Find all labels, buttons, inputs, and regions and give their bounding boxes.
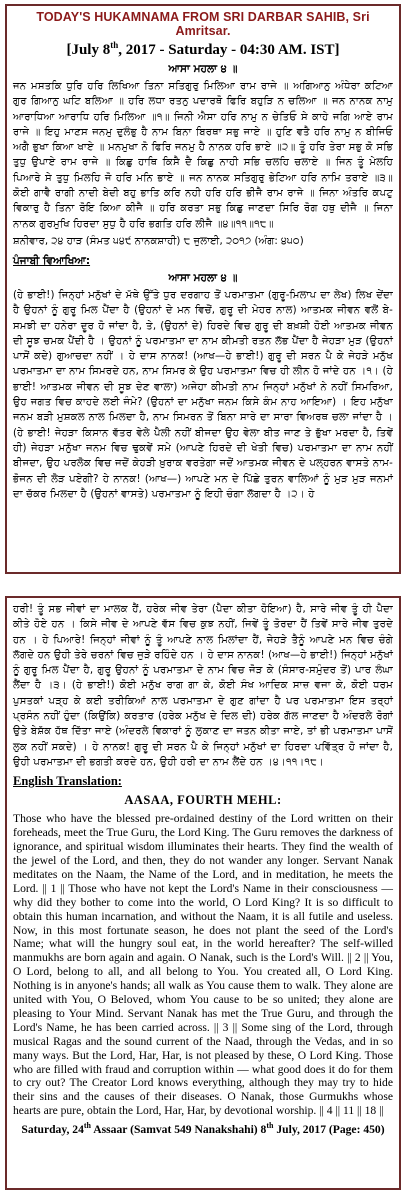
vyakhya-heading: ਆਸਾ ਮਹਲਾ ੪ ॥ (168, 271, 238, 284)
english-translation-text: Those who have the blessed pre-ordained destiny of the Lord written on their foreheads, meet the True Guru, the Lord King. The Guru removes the darkness of ignorance, and spiritual wisdom illuminates their hearts. They find the wealth of the jewel of the Lord, and then, they do not wander any longer. Servant Nanak meditates on the Naam, the Name of the Lord, and in meditation, he meets the Lord. || 1 || Those who have not kept the Lord's Name in their consciousness — why did they bother to come into the world, O Lord King? It is so difficult to obtain this human incarnation, and without the Naam, it is all futile and useless. Now, in this most fortunate season, he does not plant the seed of the Lord's Name; what will the hungry soul eat, in the world hereafter? The self-willed manmukhs are born again and again. O Nanak, such is the Lord's Will. || 2 || You, O Lord, belong to all, and all belong to You. You created all, O Lord King. Nothing is in anyone's hands; all walk as You cause them to walk. They alone are united with You, O Beloved, whom You cause to be so united; they alone are pleasing to Your Mind. Servant Nanak has met the True Guru, and through the Lord's Name, he has been carried across. || 3 || Some sing of the Lord, through musical Ragas and the sound current of the Naad, through the Vedas, and in so many ways. But the Lord, Har, Har, is not pleased by these, O Lord King. Those who are filled with fraud and corruption within — what good does it do for them to cry out? The Creator Lord knows everything, although they may try to hide their sins and the causes of their diseases. O Nanak, those Gurmukhs whose hearts are pure, obtain the Lord, Har, Har, by devotional worship. || 4 || 11 || 18 || (13, 812, 393, 1118)
shabad-heading: ਆਸਾ ਮਹਲਾ ੪ ॥ (168, 63, 238, 75)
card-separator (0, 578, 406, 594)
punjabi-vyakhya-label: ਪੰਜਾਬੀ ਵਿਆਖਿਆ: (13, 254, 91, 267)
hukamnama-card-bottom (5, 596, 401, 1190)
shabad-text: ਜਨ ਮਸਤਕਿ ਧੁਰਿ ਹਰਿ ਲਿਖਿਆ ਤਿਨਾ ਸਤਿਗੁਰੁ ਮਿਲਿਆ ਰਾਮ ਰਾਜੇ ॥ ਅਗਿਆਨੁ ਅੰਧੇਰਾ ਕਟਿਆ ਗੁਰ ਗਿਆਨੁ ਘਟਿ ਬਲਿਆ ॥ ਹਰਿ ਲਧਾ ਰਤਨੁ ਪਦਾਰਥੋ ਫਿਰਿ ਬਹੁੜਿ ਨ ਚਲਿਆ ॥ ਜਨ ਨਾਨਕ ਨਾਮੁ ਆਰਾਧਿਆ ਆਰਾਧਿ ਹਰਿ ਮਿਲਿਆ ॥੧॥ ਜਿਨੀ ਐਸਾ ਹਰਿ ਨਾਮੁ ਨ ਚੇਤਿਓ ਸੇ ਕਾਹੇ ਜਗਿ ਆਏ ਰਾਮ ਰਾਜੇ ॥ ਇਹੁ ਮਾਣਸ ਜਨਮੁ ਦੁਲੰਭੁ ਹੈ ਨਾਮ ਬਿਨਾ ਬਿਰਥਾ ਸਭੁ ਜਾਏ ॥ ਹੁਣਿ ਵਤੈ ਹਰਿ ਨਾਮੁ ਨ ਬੀਜਿਓ ਅਗੈ ਭੁਖਾ ਕਿਆ ਖਾਏ ॥ ਮਨਮੁਖਾ ਨੋ ਫਿਰਿ ਜਨਮੁ ਹੈ ਨਾਨਕ ਹਰਿ ਭਾਏ ॥੨॥ ਤੂੰ ਹਰਿ ਤੇਰਾ ਸਭੁ ਕੋ ਸਭਿ ਤੁਧੁ ਉਪਾਏ ਰਾਮ ਰਾਜੇ ॥ ਕਿਛੁ ਹਾਥਿ ਕਿਸੈ ਦੈ ਕਿਛੁ ਨਾਹੀ ਸਭਿ ਚਲਹਿ ਚਲਾਏ ॥ ਜਿਨ ਤੂੰ ਮੇਲਹਿ ਪਿਆਰੇ ਸੇ ਤੁਧੁ ਮਿਲਹਿ ਜੋ ਹਰਿ ਮਨਿ ਭਾਏ ॥ ਜਨ ਨਾਨਕ ਸਤਿਗੁਰੁ ਭੇਟਿਆ ਹਰਿ ਨਾਮਿ ਤਰਾਏ ॥੩॥ ਕੋਈ ਗਾਵੈ ਰਾਗੀ ਨਾਦੀ ਬੇਦੀ ਬਹੁ ਭਾਤਿ ਕਰਿ ਨਹੀ ਹਰਿ ਹਰਿ ਭੀਜੈ ਰਾਮ ਰਾਜੇ ॥ ਜਿਨਾ ਅੰਤਰਿ ਕਪਟੁ ਵਿਕਾਰੁ ਹੈ ਤਿਨਾ ਰੋਇ ਕਿਆ ਕੀਜੈ ॥ ਹਰਿ ਕਰਤਾ ਸਭੁ ਕਿਛੁ ਜਾਣਦਾ ਸਿਰਿ ਰੋਗ ਹਥੁ ਦੀਜੈ ॥ ਜਿਨਾ ਨਾਨਕ ਗੁਰਮੁਖਿ ਹਿਰਦਾ ਸੁਧੁ ਹੈ ਹਰਿ ਭਗਤਿ ਹਰਿ ਲੀਜੈ ॥੪॥੧੧॥੧੮॥ (13, 81, 393, 230)
english-heading: AASAA, FOURTH MEHL: (124, 793, 282, 808)
page-title: TODAY'S HUKAMNAMA FROM SRI DARBAR SAHIB, Sri Amritsar. (36, 10, 370, 38)
vyakhya-text-part2: ਹਰੀ! ਤੂੰ ਸਭ ਜੀਵਾਂ ਦਾ ਮਾਲਕ ਹੈਂ, ਹਰੇਕ ਜੀਵ ਤੇਰਾ (ਪੈਦਾ ਕੀਤਾ ਹੋਇਆ) ਹੈ, ਸਾਰੇ ਜੀਵ ਤੂੰ ਹੀ ਪੈਦਾ ਕੀਤੇ ਹੋਏ ਹਨ । ਕਿਸੇ ਜੀਵ ਦੇ ਆਪਣੇ ਵੱਸ ਵਿਚ ਕੁਝ ਨਹੀਂ, ਜਿਵੇਂ ਤੂੰ ਤੋਰਦਾ ਹੈਂ ਤਿਵੇਂ ਸਾਰੇ ਜੀਵ ਤੁਰਦੇ ਹਨ । ਹੇ ਪਿਆਰੇ! ਜਿਨ੍ਹਾਂ ਜੀਵਾਂ ਨੂੰ ਤੂੰ ਆਪਣੇ ਨਾਲ ਮਿਲਾਂਦਾ ਹੈਂ, ਜੇਹੜੇ ਤੈਨੂੰ ਆਪਣੇ ਮਨ ਵਿਚ ਚੰਗੇ ਲੱਗਦੇ ਹਨ ਉਹੀ ਤੇਰੇ ਚਰਨਾਂ ਵਿਚ ਜੁੜੇ ਰਹਿੰਦੇ ਹਨ । ਹੇ ਦਾਸ ਨਾਨਕ! (ਆਖ—ਹੇ ਭਾਈ!) ਜਿਨ੍ਹਾਂ ਮਨੁੱਖਾਂ ਨੂੰ ਗੁਰੂ ਮਿਲ ਪੈਂਦਾ ਹੈ, ਗੁਰੂ ਉਹਨਾਂ ਨੂੰ ਪਰਮਾਤਮਾ ਦੇ ਨਾਮ ਵਿਚ ਜੋੜ ਕੇ (ਸੰਸਾਰ-ਸਮੁੰਦਰ ਤੋਂ) ਪਾਰ ਲੰਘਾ ਲੈਂਦਾ ਹੈ ।੩। (ਹੇ ਭਾਈ!) ਕੋਈ ਮਨੁੱਖ ਰਾਗ ਗਾ ਕੇ, ਕੋਈ ਸੰਖ ਆਦਿਕ ਸਾਜ਼ ਵਜਾ ਕੇ, ਕੋਈ ਧਰਮ ਪੁਸਤਕਾਂ ਪੜ੍ਹ ਕੇ ਕਈ ਤਰੀਕਿਆਂ ਨਾਲ ਪਰਮਾਤਮਾ ਦੇ ਗੁਣ ਗਾਂਦਾ ਹੈ ਪਰ ਪਰਮਾਤਮਾ ਇਸ ਤਰ੍ਹਾਂ ਪ੍ਰਸੰਨ ਨਹੀਂ ਹੁੰਦਾ (ਕਿਉਂਕਿ) ਕਰਤਾਰ (ਹਰੇਕ ਮਨੁੱਖ ਦੇ ਦਿਲ ਦੀ) ਹਰੇਕ ਗੱਲ ਜਾਣਦਾ ਹੈ ਅੰਦਰਲੇ ਰੋਗਾਂ ਉਤੇ ਬੇਸ਼ੱਕ ਹੱਥ ਦਿੱਤਾ ਜਾਏ (ਅੰਦਰਲੇ ਵਿਕਾਰਾਂ ਨੂੰ ਲੁਕਾਣ ਦਾ ਜਤਨ ਕੀਤਾ ਜਾਏ, ਤਾਂ ਭੀ ਪਰਮਾਤਮਾ ਪਾਸੋਂ ਲੁਕ ਨਹੀਂ ਸਕਦੇ) । ਹੇ ਨਾਨਕ! ਗੁਰੂ ਦੀ ਸਰਨ ਪੈ ਕੇ ਜਿਨ੍ਹਾਂ ਮਨੁੱਖਾਂ ਦਾ ਹਿਰਦਾ ਪਵਿੱਤ੍ਰ ਹੋ ਜਾਂਦਾ ਹੈ, ਉਹੀ ਪਰਮਾਤਮਾ ਦੀ ਭਗਤੀ ਕਰਦੇ ਹਨ, ਉਹੀ ਹਰੀ ਦਾ ਨਾਮ ਲੈਂਦੇ ਹਨ ।੪।੧੧।੧੮। (13, 604, 393, 768)
english-dateline: Saturday, 24th Assaar (Samvat 549 Nanakshahi) 8th July, 2017 (Page: 450) (21, 1121, 385, 1137)
vyakhya-text-part1: (ਹੇ ਭਾਈ!) ਜਿਨ੍ਹਾਂ ਮਨੁੱਖਾਂ ਦੇ ਮੱਥੇ ਉੱਤੇ ਧੁਰ ਦਰਗਾਹ ਤੋਂ ਪਰਮਾਤਮਾ (ਗੁਰੂ-ਮਿਲਾਪ ਦਾ ਲੇਖ) ਲਿਖ ਦੇਂਦਾ ਹੈ ਉਹਨਾਂ ਨੂੰ ਗੁਰੂ ਮਿਲ ਪੈਂਦਾ ਹੈ (ਉਹਨਾਂ ਦੇ ਮਨ ਵਿਚੋਂ, ਗੁਰੂ ਦੀ ਮੇਹਰ ਨਾਲ) ਆਤਮਕ ਜੀਵਨ ਵਲੋਂ ਬੇ-ਸਮਝੀ ਦਾ ਹਨੇਰਾ ਦੂਰ ਹੋ ਜਾਂਦਾ ਹੈ, ਤੇ, (ਉਹਨਾਂ ਦੇ) ਹਿਰਦੇ ਵਿਚ ਗੁਰੂ ਦੀ ਬਖ਼ਸ਼ੀ ਹੋਈ ਆਤਮਕ ਜੀਵਨ ਦੀ ਸੂਝ ਚਮਕ ਪੈਂਦੀ ਹੈ । ਉਹਨਾਂ ਨੂੰ ਪਰਮਾਤਮਾ ਦਾ ਨਾਮ ਕੀਮਤੀ ਰਤਨ ਲੱਭ ਪੈਂਦਾ ਹੈ ਜੇਹੜਾ ਮੁੜ (ਉਹਨਾਂ ਪਾਸੋਂ ਕਦੇ) ਗੁਆਚਦਾ ਨਹੀਂ । ਹੇ ਦਾਸ ਨਾਨਕ! (ਆਖ—ਹੇ ਭਾਈ!) ਗੁਰੂ ਦੀ ਸਰਨ ਪੈ ਕੇ ਜੇਹੜੇ ਮਨੁੱਖ ਪਰਮਾਤਮਾ ਦਾ ਨਾਮ ਸਿਮਰਦੇ ਹਨ, ਨਾਮ ਸਿਮਰ ਕੇ ਉਹ ਪਰਮਾਤਮਾ ਵਿਚ ਹੀ ਲੀਨ ਹੋ ਜਾਂਦੇ ਹਨ ।੧। (ਹੇ ਭਾਈ! ਆਤਮਕ ਜੀਵਨ ਦੀ ਸੂਝ ਦੇਣ ਵਾਲਾ) ਅਜੇਹਾ ਕੀਮਤੀ ਨਾਮ ਜਿਨ੍ਹਾਂ ਮਨੁੱਖਾਂ ਨੇ ਨਹੀਂ ਸਿਮਰਿਆ, ਉਹ ਜਗਤ ਵਿਚ ਕਾਹਦੇ ਲਈ ਜੰਮੇ? (ਉਹਨਾਂ ਦਾ ਮਨੁੱਖਾ ਜਨਮ ਕਿਸੇ ਕੰਮ ਨਾਹ ਆਇਆ) । ਇਹ ਮਨੁੱਖਾ ਜਨਮ ਬੜੀ ਮੁਸ਼ਕਲ ਨਾਲ ਮਿਲਦਾ ਹੈ, ਨਾਮ ਸਿਮਰਨ ਤੋਂ ਬਿਨਾ ਸਾਰੇ ਦਾ ਸਾਰਾ ਵਿਅਰਥ ਚਲਾ ਜਾਂਦਾ ਹੈ । (ਹੇ ਭਾਈ! ਜੇਹੜਾ ਕਿਸਾਨ ਵੱਤਰ ਵੇਲੇ ਪੈਲੀ ਨਹੀਂ ਬੀਜਦਾ ਉਹ ਵੇਲਾ ਬੀਤ ਜਾਣ ਤੇ ਭੁੱਖਾ ਮਰਦਾ ਹੈ, ਤਿਵੇਂ ਹੀ) ਜੇਹੜਾ ਮਨੁੱਖਾ ਜਨਮ ਵਿਚ ਢੁਕਵੇਂ ਸਮੇ (ਆਪਣੇ ਹਿਰਦੇ ਦੀ ਖੇਤੀ ਵਿਚ) ਪਰਮਾਤਮਾ ਦਾ ਨਾਮ ਨਹੀਂ ਬੀਜਦਾ, ਉਹ ਪਰਲੋਕ ਵਿਚ ਜਦੋਂ ਕੇਹੜੀ ਖ਼ੁਰਾਕ ਵਰਤੇਗਾ ਜਦੋਂ ਆਤਮਕ ਜੀਵਨ ਦੇ ਪਲ੍ਹਰਨ ਵਾਸਤੇ ਨਾਮ-ਭੋਜਨ ਦੀ ਲੋੜ ਪਏਗੀ? ਹੇ ਨਾਨਕ! (ਆਖ—) ਆਪਣੇ ਮਨ ਦੇ ਪਿੱਛੇ ਤੁਰਨ ਵਾਲਿਆਂ ਨੂੰ ਮੁੜ ਮੁੜ ਜਨਮਾਂ ਦਾ ਚੱਕਰ ਮਿਲਦਾ ਹੈ (ਉਹਨਾਂ ਵਾਸਤੇ) ਪਰਮਾਤਮਾ ਨੂੰ ਇਹੀ ਚੰਗਾ ਲੱਗਦਾ ਹੈ ।੨। ਹੇ (13, 289, 393, 500)
punjabi-dateline: ਸ਼ਨੀਵਾਰ, ੨੪ ਹਾੜ (ਸੰਮਤ ੫੪੯ ਨਾਨਕਸ਼ਾਹੀ) ੮ ਜੁਲਾਈ, ੨੦੧੭ (ਅੰਗ: ੪੫੦) (13, 235, 304, 247)
date-time-line: [July 8th, 2017 - Saturday - 04:30 AM. IST] (66, 40, 340, 58)
hukamnama-card-top (5, 4, 401, 574)
english-translation-label: English Translation: (13, 774, 122, 789)
